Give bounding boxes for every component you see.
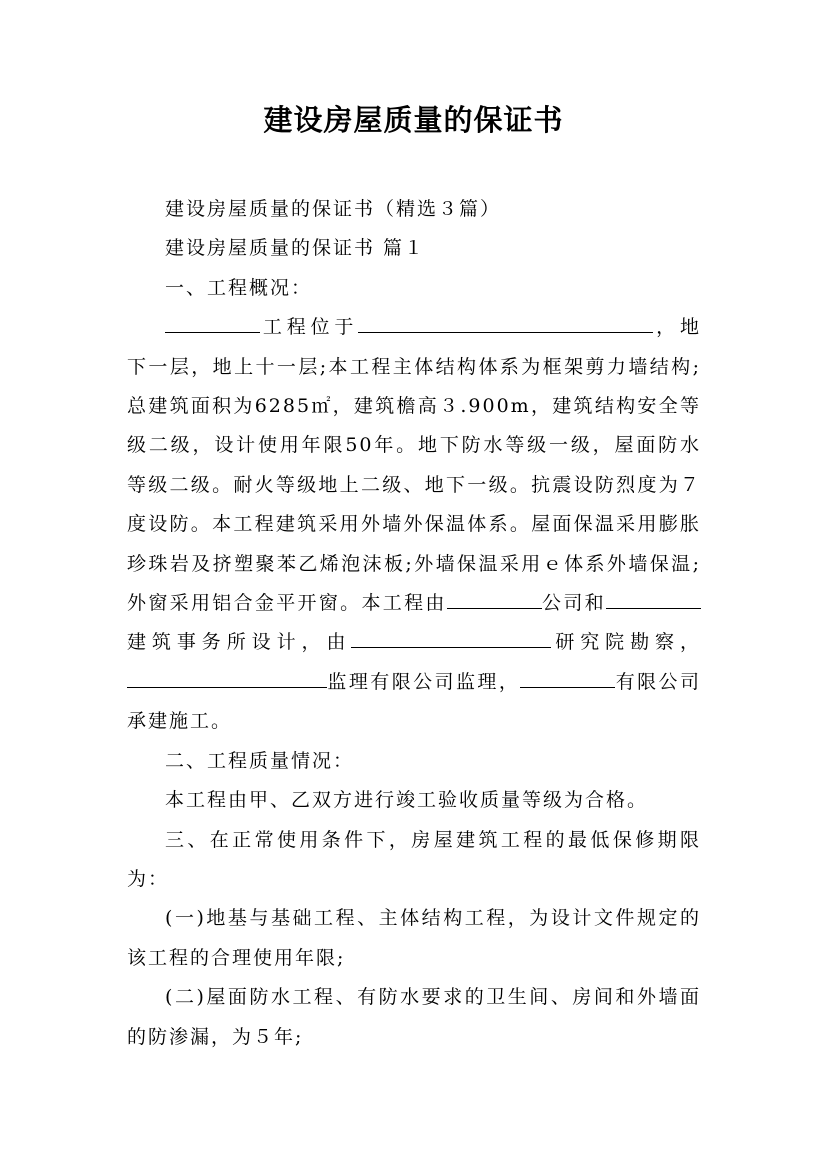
blank-line (606, 588, 701, 609)
blank-line (520, 667, 615, 688)
paragraph-section-overview: 一、工程概况： (165, 276, 313, 299)
blank-line (351, 628, 551, 649)
blank-line (447, 588, 542, 609)
paragraph-section-warranty: 三、在正常使用条件下，房屋建筑工程的最低保修期限为： (127, 828, 701, 890)
text-segment: 研究院勘察， (551, 631, 701, 654)
text-segment: 工程位于 (260, 316, 359, 339)
paragraph-warranty-item-2: (二)屋面防水工程、有防水要求的卫生间、房间和外墙面的防渗漏，为５年; (127, 986, 701, 1048)
text-segment: 建筑事务所设计，由 (127, 631, 352, 654)
document-title: 建设房屋质量的保证书 (263, 103, 564, 137)
paragraph-project-overview (127, 308, 701, 741)
text-segment: ，地下一层，地上十一层;本工程主体结构体系为框架剪力墙结构;总建筑面积为6285㎡，建筑檐高３.900m，建筑结构安全等级二级，设计使用年限50年。地下防水等级一级，屋面防水等级二级。耐火等级地上二级、地下一级。抗震设防烈度为７度设防。本工程建筑采用外墙外保温体系。屋面保温采用膨胀珍珠岩及挤塑聚苯乙烯泡沫板;外墙保温采用ｅ体系外墙保温;外窗采用铝合金平开窗。本工程由 (127, 316, 701, 615)
paragraph-warranty-item-1: (一)地基与基础工程、主体结构工程，为设计文件规定的该工程的合理使用年限; (127, 907, 701, 969)
paragraph-quality-result: 本工程由甲、乙双方进行竣工验收质量等级为合格。 (165, 789, 649, 812)
text-segment: 公司和 (541, 592, 606, 615)
blank-line (358, 312, 653, 333)
text-segment: 监理有限公司监理， (327, 670, 521, 693)
paragraph-section-quality: 二、工程质量情况： (165, 749, 355, 772)
blank-line (165, 312, 260, 333)
document-body (127, 190, 701, 1057)
paragraph-chapter-heading: 建设房屋质量的保证书 篇１ (165, 237, 426, 260)
blank-line (127, 667, 327, 688)
text-segment: 有限公司承建施工。 (127, 670, 701, 733)
paragraph-subtitle: 建设房屋质量的保证书（精选３篇） (165, 198, 502, 220)
